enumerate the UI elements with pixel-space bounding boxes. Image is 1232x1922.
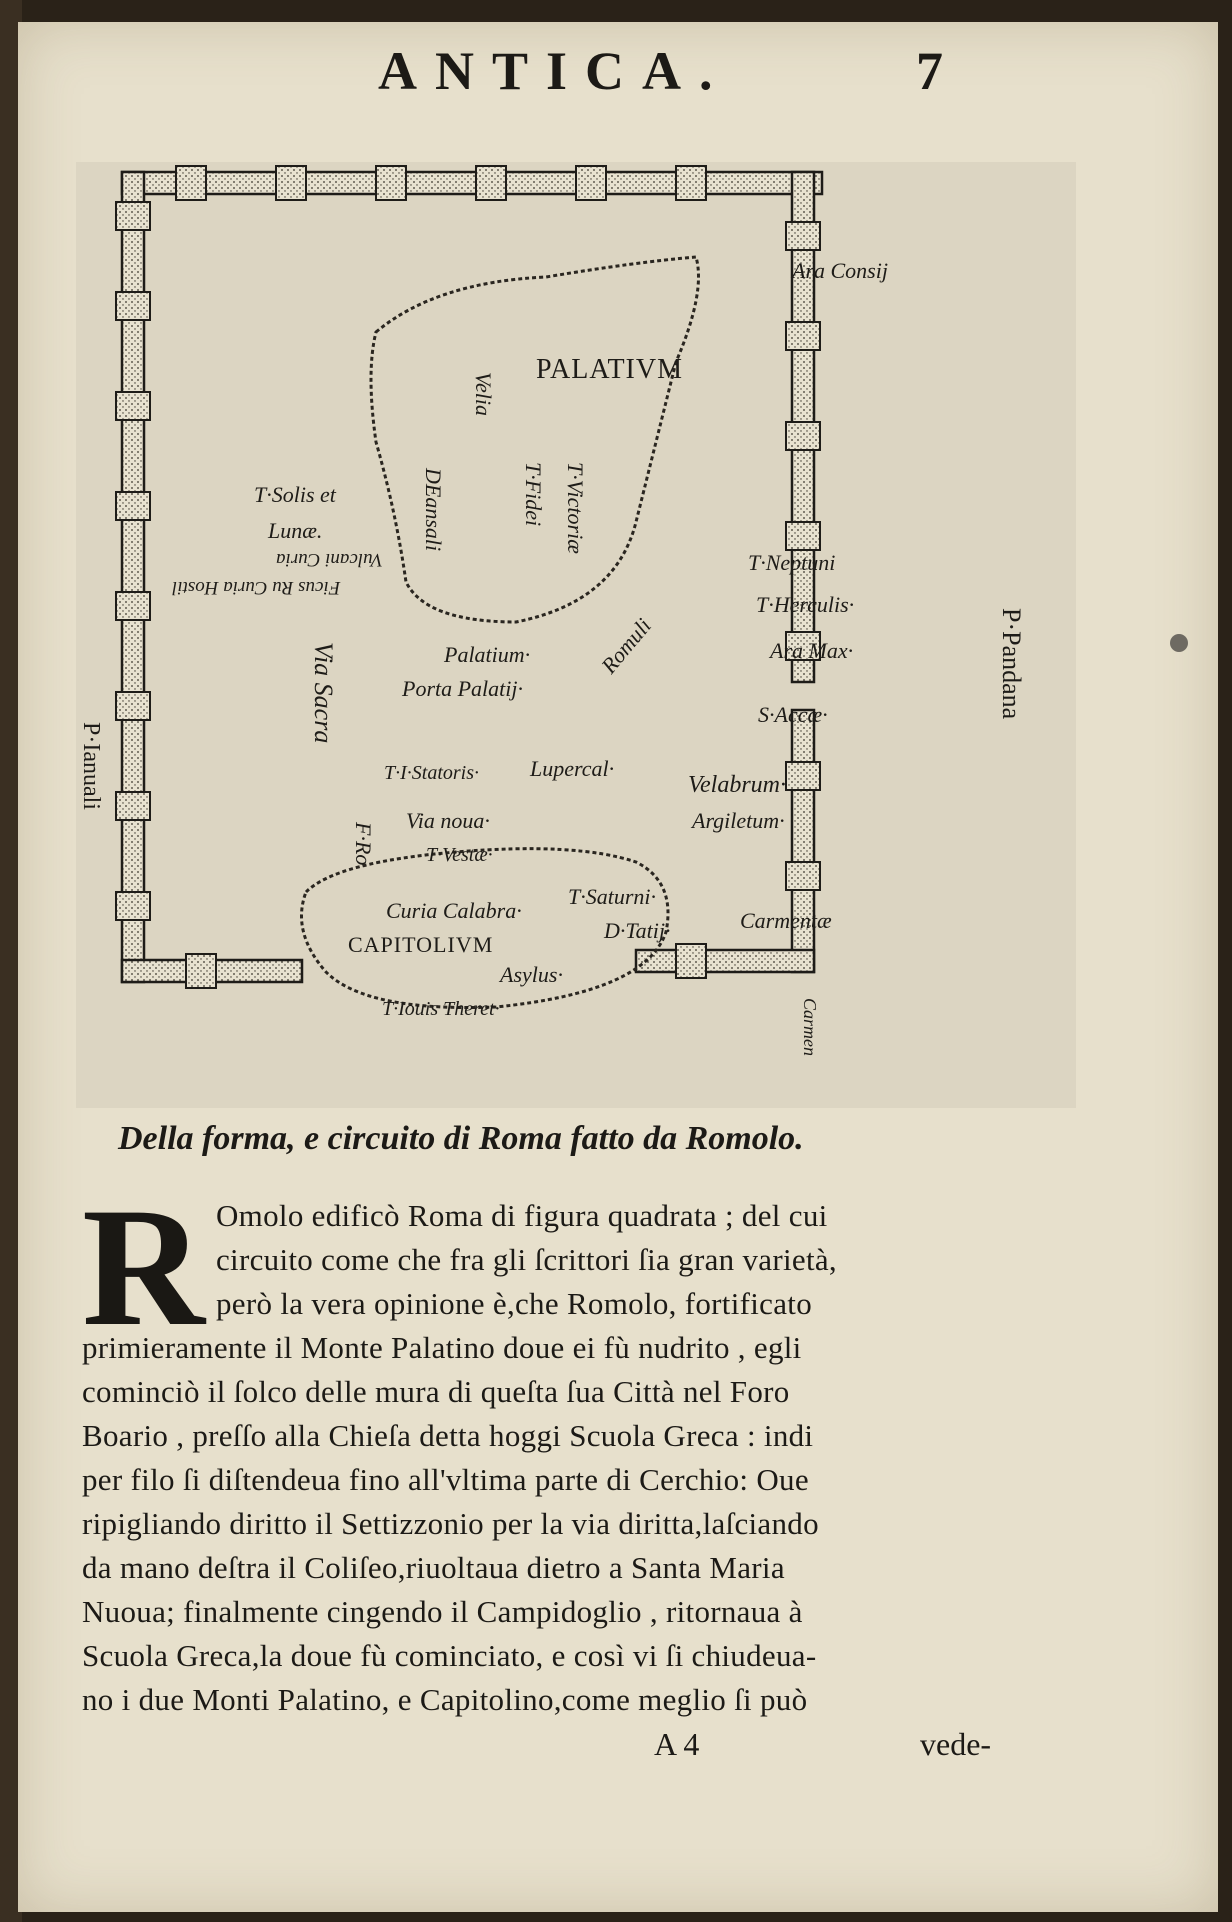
- map-label-t-herculis: T·Herculis·: [756, 592, 855, 617]
- map-label-ara-consi: Ara Consij: [792, 258, 888, 283]
- body-line-10: Nuoua; finalmente cingendo il Campidoglio , ritornaua à: [82, 1594, 803, 1629]
- drop-cap: R: [82, 1173, 205, 1361]
- map-label-t-saturni: T·Saturni·: [568, 884, 657, 909]
- body-line-11: Scuola Greca,la doue fù cominciato, e così vi ſi chiudeua-: [82, 1638, 817, 1673]
- figure-caption: Della forma, e circuito di Roma fatto da Romolo.: [118, 1120, 804, 1157]
- map-label-t-fidei: T·Fidei: [521, 462, 546, 527]
- body-line-1: Omolo edificò Roma di figura quadrata ; del cui: [216, 1198, 828, 1233]
- map-label-lupercal: Lupercal·: [530, 756, 615, 781]
- map-label-deansali: DEansali: [421, 468, 446, 552]
- map-label-s-accae: S·Accæ·: [758, 702, 828, 727]
- book-page: [18, 22, 1218, 1912]
- map-drawing: [76, 162, 1076, 1108]
- map-label-ara-max: Ara Max·: [770, 638, 854, 663]
- body-line-9: da mano deſtra il Coliſeo,riuoltaua dietro a Santa Maria: [82, 1550, 785, 1585]
- map-label-ficus-ru: Ficus Ru Curia Hostil: [172, 577, 341, 598]
- map-label-velabrum: Velabrum·: [688, 772, 786, 798]
- map-label-lunae: Lunæ.: [268, 518, 323, 543]
- map-label-via-noua: Via noua·: [406, 808, 490, 833]
- page-number: 7: [916, 41, 943, 101]
- map-label-velia: Velia: [471, 372, 496, 416]
- body-line-12: no i due Monti Palatino, e Capitolino,come meglio ſi può: [82, 1682, 808, 1717]
- map-label-p-ianuali: P·Ianuali: [78, 722, 104, 810]
- body-line-7: per filo ſi diſtendeua fino all'vltima parte di Cerchio: Oue: [82, 1462, 809, 1497]
- map-label-asylus: Asylus·: [500, 962, 563, 987]
- map-label-argiletum: Argiletum·: [692, 808, 785, 833]
- map-label-via-sacra: Via Sacra: [309, 642, 338, 744]
- map-label-t-solis: T·Solis et: [254, 482, 336, 507]
- signature-mark: A 4: [654, 1726, 700, 1762]
- map-label-curia-calabra: Curia Calabra·: [386, 898, 522, 923]
- ink-spot: [1170, 634, 1188, 652]
- map-label-t-vestae: T·Vestæ·: [426, 844, 493, 866]
- catchword: vede-: [920, 1726, 992, 1762]
- map-label-porta-palatii: Porta Palatij·: [402, 676, 523, 701]
- map-label-t-neptuni: T·Neptuni: [748, 550, 836, 575]
- map-label-carmen: Carmen: [800, 998, 820, 1056]
- body-line-5: cominciò il ſolco delle mura di queſta ſua Città nel Foro: [82, 1374, 790, 1409]
- map-label-t-victoriae: T·Victoriæ: [563, 462, 588, 554]
- map-label-p-pandana: P·Pandana: [997, 608, 1026, 720]
- map-label-capitolium: CAPITOLIVM: [348, 932, 494, 957]
- map-label-d-tatij: D·Tatij·: [604, 918, 671, 943]
- map-label-palatium: PALATIVM: [536, 354, 683, 385]
- map-label-palatium-small: Palatium·: [444, 642, 531, 667]
- map-engraving: [76, 162, 1076, 1108]
- palatine-hill: [371, 257, 699, 622]
- map-label-romuli: Romuli: [596, 613, 657, 679]
- body-line-2: circuito come che fra gli ſcrittori ſia gran varietà,: [216, 1242, 837, 1277]
- map-label-t-i-statoris: T·I·Statoris·: [384, 762, 480, 784]
- body-line-6: Boario , preſſo alla Chieſa detta hoggi Scuola Greca : indi: [82, 1418, 814, 1453]
- running-title: ANTICA.: [378, 41, 731, 101]
- body-line-4: primieramente il Monte Palatino doue ei fù nudrito , egli: [82, 1330, 802, 1365]
- map-label-t-iouis-theret: T·Iouis Theret·: [382, 998, 500, 1020]
- map-label-f-ro: F·Ro: [351, 822, 376, 866]
- body-line-3: però la vera opinione è,che Romolo, fortificato: [216, 1286, 813, 1321]
- map-label-carmentae: Carmentæ: [740, 908, 832, 933]
- body-line-8: ripigliando diritto il Settizzonio per la via diritta,laſciando: [82, 1506, 819, 1541]
- map-label-vulcani-curia: Vulcani Curia: [276, 549, 383, 570]
